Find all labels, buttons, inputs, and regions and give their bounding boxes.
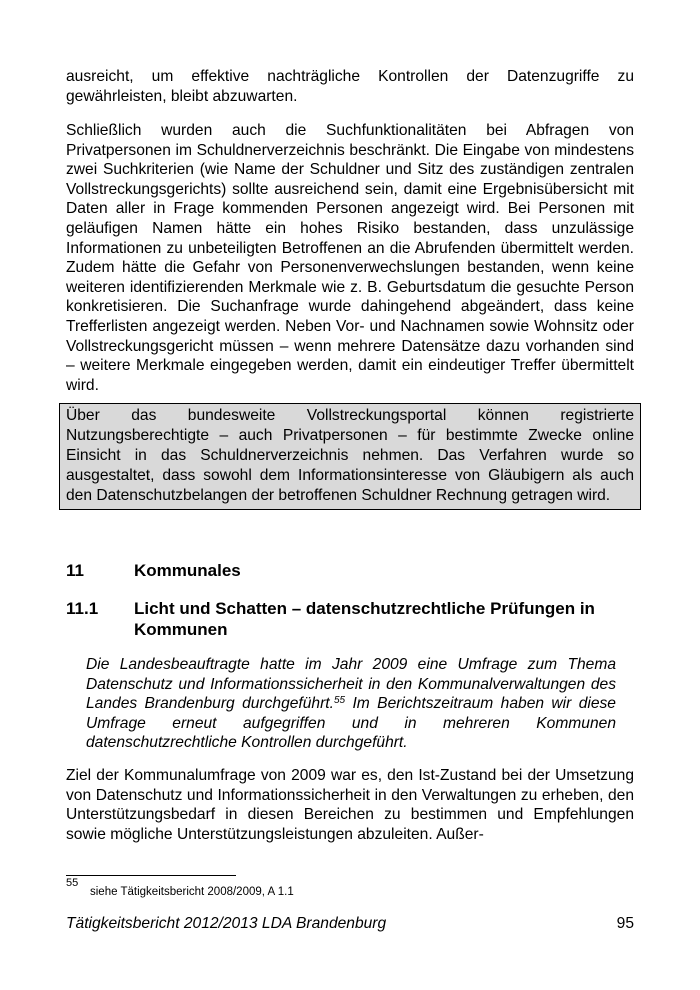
intro-text-after: Im Berichtszeitraum haben wir diese Umfrage erneut aufgegriffen und in mehreren Kommunen datenschutzrechtliche Kontrollen durchgeführt.	[86, 695, 616, 752]
paragraph-continuation: ausreicht, um effektive nachträgliche Kontrollen der Datenzugriffe zu gewährleisten, bleibt abzuwarten.	[66, 68, 634, 105]
intro-abstract	[86, 655, 616, 753]
footnote-text: siehe Tätigkeitsbericht 2008/2009, A 1.1	[90, 886, 294, 898]
summary-box	[59, 403, 641, 510]
paragraph-survey-goal: Ziel der Kommunalumfrage von 2009 war es, den Ist-Zustand bei der Umsetzung von Datenschutz und Informationssicherheit in den Verwaltungen zu erheben, den Unterstützungsbedarf in diesen Bereichen zu bestimmen und Empfehlungen sowie mögliche Unterstützungsleistungen abzuleiten. Außer-	[66, 767, 634, 843]
page-footer	[66, 914, 634, 934]
footer-title: Tätigkeitsbericht 2012/2013 LDA Brandenburg	[66, 915, 387, 932]
page-number: 95	[616, 915, 634, 932]
intro-text-before: Die Landesbeauftragte hatte im Jahr 2009 eine Umfrage zum Thema Datenschutz und Informationssicherheit in den Kommunalverwaltungen des Landes Brandenburg durchgeführt.	[86, 656, 616, 713]
subsection-number: 11.1	[66, 599, 99, 618]
summary-text: Über das bundesweite Vollstreckungsportal können registrierte Nutzungsberechtigte – auch Privatpersonen – für bestimmte Zwecke online Einsicht in das Schuldnerverzeichnis nehmen. Das Verfahren wurde so ausgestaltet, dass sowohl dem Informationsinteresse von Gläubigern als auch den Datenschutzbelangen der betroffenen Schuldner Rechnung getragen wird.	[66, 407, 634, 504]
footnote-reference[interactable]: 55	[333, 695, 346, 707]
section-number: 11	[66, 561, 84, 580]
paragraph-search-functions: Schließlich wurden auch die Suchfunktionalitäten bei Abfragen von Privatpersonen im Schuldnerverzeichnis beschränkt. Die Eingabe von mindestens zwei Suchkriterien (wie Name der Schuldner und Sitz des zuständigen zentralen Vollstreckungsgerichts) sollte ausreichend sein, damit eine Ergebnisübersicht mit Daten aller in Frage kommenden Personen angezeigt wird. Bei Personen mit geläufigen Namen hätte ein hohes Risiko bestanden, dass unzulässige Informationen zu unbeteiligten Betroffenen an die Abrufenden übermittelt werden. Zudem hätte die Gefahr von Personenverwechslungen bestanden, wenn keine weiteren identifizierenden Merkmale wie z. B. Geburtsdatum die gesuchte Person konkretisieren. Die Suchanfrage wurde dahingehend abgeändert, dass keine Trefferlisten angezeigt werden. Neben Vor- und Nachnamen sowie Wohnsitz oder Vollstreckungsgericht müssen – wenn mehrere Datensätze dazu vorhanden sind – weitere Merkmale eingegeben werden, damit ein eindeutiger Treffer übermittelt wird.	[66, 122, 634, 394]
intro-text	[86, 655, 616, 753]
footnote-divider	[66, 875, 236, 876]
footnote-number: 55	[66, 877, 79, 889]
section-title: Kommunales	[134, 561, 241, 580]
subsection-title: Licht und Schatten – datenschutzrechtliche Prüfungen in Kommunen	[134, 599, 595, 639]
